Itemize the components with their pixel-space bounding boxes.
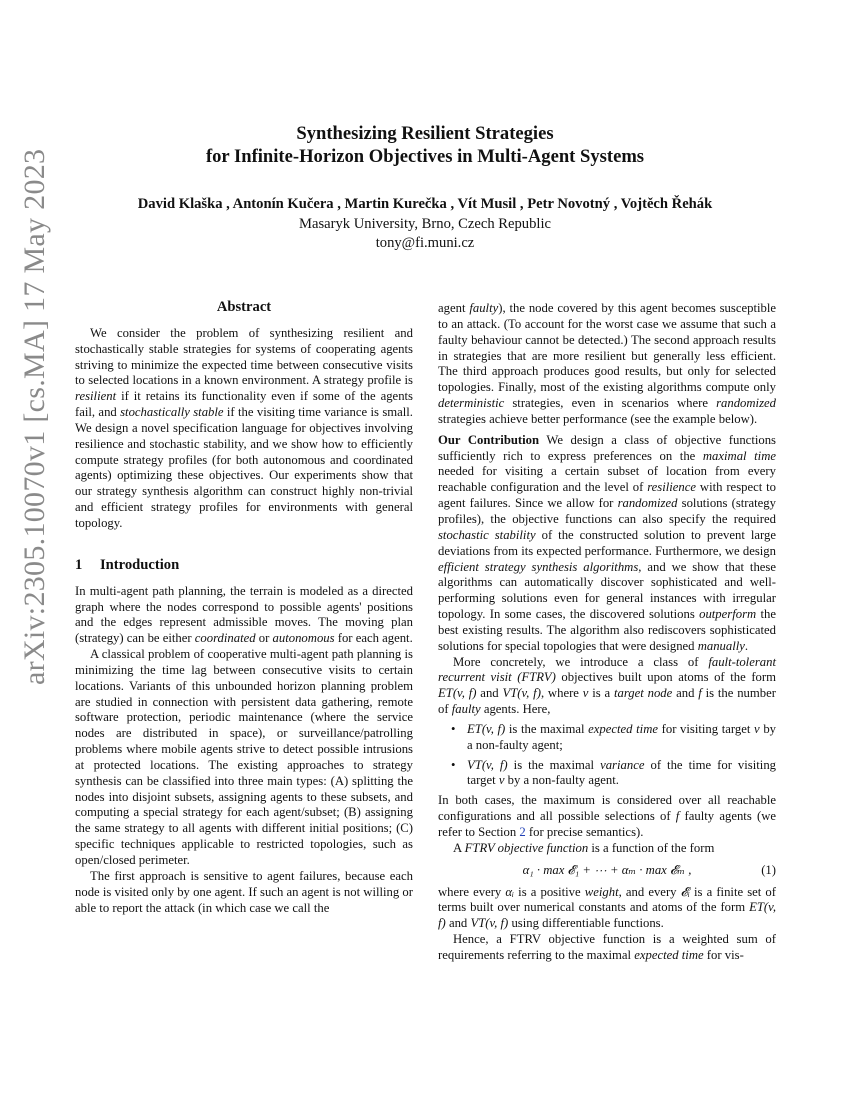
bullet-item-vt: • VT(v, f) is the maximal variance of the time for visiting target v by a non-faulty agent. [451, 757, 777, 788]
right-column [438, 301, 776, 964]
bullet-item-et: • ET(v, f) is the maximal expected time for visiting target v by a non-faulty agent; [451, 721, 777, 752]
weight-paragraph: where every αᵢ is a positive weight, and every 𝓔ᵢ is a finite set of terms built over numerical constants and atoms of the form ET(v, f) and VT(v, f) using differentiable functions. [438, 884, 776, 931]
abstract-text: We consider the problem of synthesizing resilient and stochastically stable strategies for systems of cooperating agents striving to minimize the expected time between consecutive visits to selected locations in a known environment. A strategy profile is resilient if it retains its functionality even if some of the agents fail, and stochastically stable if the visiting time variance is small. We design a novel specification language for objectives involving resilience and stochastic stability, and we show how to efficiently compute strategy profiles (for both autonomous and coordinated agents) optimizing these objectives. Our experiments show that our strategy synthesis algorithm can construct highly non-trivial and efficient strategy profiles for environments with general topology. [75, 325, 413, 530]
contribution-heading: Our Contribution [438, 432, 540, 447]
equation-number: (1) [761, 862, 776, 877]
author-list: David Klaška , Antonín Kučera , Martin Kurečka , Vít Musil , Petr Novotný , Vojtěch Řehák [137, 196, 713, 212]
section-heading-introduction: 1 Introduction [75, 556, 180, 573]
maximum-paragraph: In both cases, the maximum is considered over all reachable configurations and all possible selections of f faulty agents (we refer to Section 2 for precise semantics). [438, 793, 776, 839]
objective-function-paragraph: A FTRV objective function is a function of the form [453, 840, 715, 855]
ftrv-intro-paragraph: More concretely, we introduce a class of fault-tolerant recurrent visit (FTRV) objectives built upon atoms of the form ET(v, f) and VT(v, f), where v is a target node and f is the number of faulty agents. Here, [438, 654, 776, 717]
arxiv-sidebar-stamp: arXiv:2305.10070v1 [cs.MA] 17 May 2023 [18, 148, 51, 685]
title-line-1: Synthesizing Resilient Strategies [296, 123, 554, 144]
affiliation-block [0, 215, 850, 253]
bullet-icon: • [451, 721, 456, 736]
paper-title [0, 122, 850, 168]
weighted-sum-paragraph: Hence, a FTRV objective function is a weighted sum of requirements referring to the maximal expected time for vis- [438, 932, 776, 962]
abstract-heading: Abstract [216, 299, 272, 315]
intro-paragraph-1: In multi-agent path planning, the terrain is modeled as a directed graph where the nodes correspond to possible agents' positions and the edges represent admissible moves. The moving plan (strategy) can be either coordinated or autonomous for each agent. [75, 583, 413, 646]
intro-paragraph-3: The first approach is sensitive to agent failures, because each node is visited only by one agent. If such an agent is not willing or able to report the attack (in which case we call the [75, 868, 413, 915]
title-line-2: for Infinite-Horizon Objectives in Multi-Agent Systems [205, 146, 645, 167]
equation-body: α₁ · max 𝓔₁ + ⋯ + αₘ · max 𝓔ₘ , [522, 862, 692, 877]
bullet-icon: • [451, 757, 456, 772]
right-paragraph-1: agent faulty), the node covered by this agent becomes susceptible to an attack. (To account for the worst case we assume that such a faulty behaviour cannot be detected.) The second approach results in strategies that are more resilient but generally less efficient. The third approach produces good results, but only for selected topologies. Finally, most of the existing algorithms compute only deterministic strategies, even in scenarios where randomized strategies achieve better performance (see the example below). [438, 301, 776, 426]
affiliation: Masaryk University, Brno, Czech Republic [299, 216, 551, 232]
contact-email: tony@fi.muni.cz [375, 235, 475, 251]
equation-1 [438, 863, 776, 879]
left-column [75, 300, 413, 916]
contribution-paragraph: Our Contribution We design a class of objective functions sufficiently rich to express preferences on the maximal time needed for visiting a certain subset of location from every reachable configuration and the level of resilience with respect to agent failures. Since we allow for randomized solutions (strategy profiles), the objective functions can also specify the required stochastic stability of the constructed solution to prevent large deviations from its expected performance. Furthermore, we design efficient strategy synthesis algorithms, and we show that these algorithms can automatically discover sophisticated and well-performing solutions even for general instances with irregular topology. In some cases, the discovered solutions outperform the best existing results. The algorithm also rediscovers sophisticated solutions for special topologies that were designed manually. [438, 432, 776, 653]
intro-paragraph-2: A classical problem of cooperative multi-agent path planning is minimizing the time lag between consecutive visits to certain locations. Variants of this unbounded horizon planning problem are studied in connection with persistent data gathering, remote software protection, periodic maintenance (where the service nodes are distributed in space), or surveillance/patrolling problems where mobile agents strive to detect possible intrusions at protected locations. The existing approaches to strategy synthesis can be classified into three main types: (A) splitting the nodes into disjoint subsets, assigning agents to these subsets, and computing a special strategy for each agent/subset; (B) assigning the same strategy to all agents with different initial positions; (C) specific techniques applicable to restricted topologies, such as open/closed perimeter. [75, 647, 413, 867]
section-2-link[interactable]: 2 [519, 825, 526, 839]
